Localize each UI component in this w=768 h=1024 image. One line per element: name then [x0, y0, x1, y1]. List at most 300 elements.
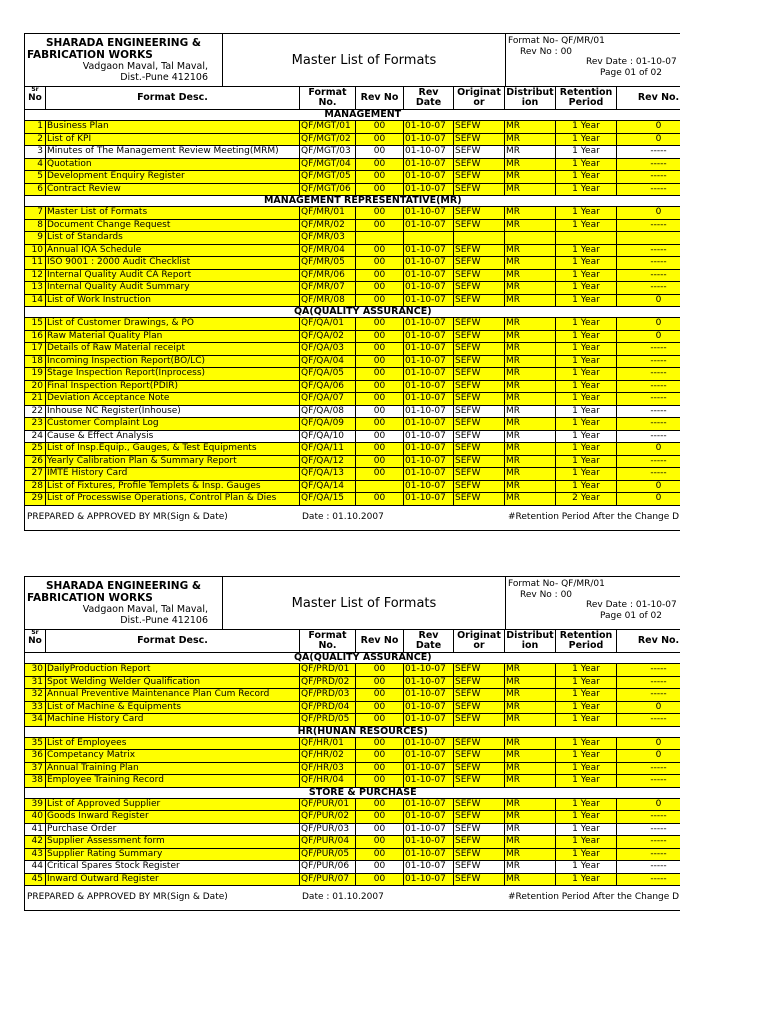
cell-rev-no: 00	[356, 158, 404, 171]
cell-format-desc: Annual Preventive Maintenance Plan Cum Record	[46, 689, 300, 702]
cell-format-no: QF/QA/13	[300, 468, 356, 481]
page-number: Page 01 of 02	[600, 610, 662, 621]
cell-originator: SEFW	[454, 676, 505, 689]
section-title: MANAGEMENT REPRESENTATIVE(MR)	[25, 196, 681, 207]
cell-distribution: MR	[505, 714, 556, 727]
address-line1: Vadgaon Maval, Tal Maval,	[82, 61, 208, 72]
cell-originator: SEFW	[454, 380, 505, 393]
cell-distribution: MR	[505, 873, 556, 886]
cell-retention-period: 1 Year	[556, 714, 617, 727]
cell-revision: -----	[617, 393, 681, 406]
cell-rev-no: 00	[356, 664, 404, 677]
cell-originator: SEFW	[454, 775, 505, 788]
table-row	[25, 133, 681, 146]
cell-revision: -----	[617, 848, 681, 861]
cell-originator: SEFW	[454, 455, 505, 468]
cell-originator: SEFW	[454, 244, 505, 257]
cell-format-desc: Annual Training Plan	[46, 762, 300, 775]
cell-rev-date: 01-10-07	[404, 750, 454, 763]
cell-sr-no: 34	[25, 714, 46, 727]
table-row	[25, 480, 681, 493]
cell-format-desc: List of Customer Drawings, & PO	[46, 318, 300, 331]
cell-originator: SEFW	[454, 873, 505, 886]
cell-retention-period: 1 Year	[556, 798, 617, 811]
cell-revision: -----	[617, 380, 681, 393]
cell-format-desc: Quotation	[46, 158, 300, 171]
cell-retention-period: 1 Year	[556, 318, 617, 331]
cell-rev-date: 01-10-07	[404, 701, 454, 714]
cell-sr-no: 21	[25, 393, 46, 406]
cell-format-no: QF/MGT/06	[300, 183, 356, 196]
cell-sr-no: 28	[25, 480, 46, 493]
cell-originator: SEFW	[454, 171, 505, 184]
cell-revision: 0	[617, 480, 681, 493]
cell-format-desc: List of Work Instruction	[46, 294, 300, 307]
cell-rev-date: 01-10-07	[404, 368, 454, 381]
cell-originator: SEFW	[454, 737, 505, 750]
cell-distribution: MR	[505, 762, 556, 775]
table-row	[25, 861, 681, 874]
cell-retention-period: 1 Year	[556, 861, 617, 874]
cell-format-desc: List of KPI	[46, 133, 300, 146]
cell-revision: -----	[617, 689, 681, 702]
cell-format-desc: Annual IQA Schedule	[46, 244, 300, 257]
cell-sr-no: 2	[25, 133, 46, 146]
cell-format-desc: Final Inspection Report(PDIR)	[46, 380, 300, 393]
cell-retention-period: 1 Year	[556, 244, 617, 257]
cell-rev-no: 00	[356, 689, 404, 702]
cell-format-desc: Spot Welding Welder Qualification	[46, 676, 300, 689]
section-header	[25, 307, 681, 318]
cell-distribution: MR	[505, 750, 556, 763]
cell-sr-no: 30	[25, 664, 46, 677]
cell-revision: -----	[617, 823, 681, 836]
cell-revision: -----	[617, 244, 681, 257]
col-rev-no: Rev No	[356, 630, 404, 653]
cell-format-desc: Details of Raw Material receipt	[46, 343, 300, 356]
cell-sr-no: 27	[25, 468, 46, 481]
cell-format-desc: Raw Material Quality Plan	[46, 330, 300, 343]
cell-format-desc: Minutes of The Management Review Meeting(MRM)	[46, 146, 300, 159]
cell-distribution: MR	[505, 219, 556, 232]
cell-format-desc: Deviation Acceptance Note	[46, 393, 300, 406]
cell-sr-no: 24	[25, 430, 46, 443]
cell-sr-no: 37	[25, 762, 46, 775]
col-format-no: Format No.	[300, 630, 356, 653]
cell-revision: -----	[617, 861, 681, 874]
retention-note: #Retention Period After the Change D	[508, 511, 680, 522]
cell-format-desc: ISO 9001 : 2000 Audit Checklist	[46, 257, 300, 270]
cell-originator: SEFW	[454, 257, 505, 270]
cell-sr-no: 1	[25, 121, 46, 134]
cell-sr-no: 20	[25, 380, 46, 393]
col-rev-date: Rev Date	[404, 87, 454, 110]
cell-rev-date: 01-10-07	[404, 762, 454, 775]
cell-format-desc: List of Fixtures, Profile Templets & Insp. Gauges	[46, 480, 300, 493]
cell-format-desc: Document Change Request	[46, 219, 300, 232]
cell-format-desc: Supplier Assessment form	[46, 836, 300, 849]
cell-sr-no: 33	[25, 701, 46, 714]
cell-sr-no: 13	[25, 282, 46, 295]
cell-rev-date: 01-10-07	[404, 380, 454, 393]
cell-format-desc: Goods Inward Register	[46, 811, 300, 824]
cell-sr-no: 16	[25, 330, 46, 343]
cell-revision: -----	[617, 762, 681, 775]
section-header	[25, 653, 681, 664]
table-row	[25, 701, 681, 714]
cell-format-no: QF/HR/02	[300, 750, 356, 763]
cell-distribution: MR	[505, 468, 556, 481]
cell-retention-period: 1 Year	[556, 158, 617, 171]
cell-sr-no: 10	[25, 244, 46, 257]
table-row	[25, 823, 681, 836]
cell-revision: -----	[617, 368, 681, 381]
cell-originator: SEFW	[454, 750, 505, 763]
cell-format-no: QF/QA/09	[300, 418, 356, 431]
cell-format-no: QF/QA/10	[300, 430, 356, 443]
cell-originator: SEFW	[454, 405, 505, 418]
cell-format-no: QF/PUR/04	[300, 836, 356, 849]
cell-rev-no: 00	[356, 183, 404, 196]
table-row	[25, 294, 681, 307]
cell-revision: -----	[617, 714, 681, 727]
cell-format-no: QF/QA/08	[300, 405, 356, 418]
cell-format-desc: List of Approved Supplier	[46, 798, 300, 811]
col-format-desc: Format Desc.	[46, 87, 300, 110]
cell-revision: -----	[617, 455, 681, 468]
cell-distribution: MR	[505, 282, 556, 295]
cell-originator: SEFW	[454, 418, 505, 431]
cell-rev-date: 01-10-07	[404, 183, 454, 196]
cell-format-desc: IMTE History Card	[46, 468, 300, 481]
cell-format-no: QF/MGT/04	[300, 158, 356, 171]
cell-format-no: QF/HR/04	[300, 775, 356, 788]
cell-sr-no: 3	[25, 146, 46, 159]
cell-originator: SEFW	[454, 701, 505, 714]
cell-retention-period: 1 Year	[556, 269, 617, 282]
cell-retention-period: 1 Year	[556, 836, 617, 849]
table-row	[25, 762, 681, 775]
cell-retention-period: 1 Year	[556, 393, 617, 406]
cell-distribution: MR	[505, 811, 556, 824]
cell-revision: -----	[617, 836, 681, 849]
cell-retention-period: 1 Year	[556, 762, 617, 775]
format-number: Format No- QF/MR/01	[508, 36, 605, 46]
cell-format-no: QF/MR/01	[300, 207, 356, 220]
cell-sr-no: 7	[25, 207, 46, 220]
cell-distribution: MR	[505, 269, 556, 282]
cell-originator: SEFW	[454, 121, 505, 134]
sheet-footer	[24, 886, 680, 911]
col-sr-no: Sr No	[25, 87, 46, 110]
cell-originator: SEFW	[454, 318, 505, 331]
cell-revision: -----	[617, 158, 681, 171]
cell-rev-no: 00	[356, 430, 404, 443]
cell-rev-no: 00	[356, 343, 404, 356]
page-number: Page 01 of 02	[600, 67, 662, 78]
cell-sr-no: 35	[25, 737, 46, 750]
cell-rev-date: 01-10-07	[404, 798, 454, 811]
cell-rev-no: 00	[356, 269, 404, 282]
cell-rev-no: 00	[356, 836, 404, 849]
cell-rev-date	[404, 232, 454, 245]
company-block	[25, 577, 223, 629]
cell-format-desc: Employee Training Record	[46, 775, 300, 788]
retention-note: #Retention Period After the Change D	[508, 892, 680, 902]
cell-retention-period: 1 Year	[556, 368, 617, 381]
cell-revision: 0	[617, 318, 681, 331]
sheet-header	[24, 33, 680, 86]
col-rev-date: Rev Date	[404, 630, 454, 653]
table-row	[25, 493, 681, 506]
formats-table	[24, 629, 680, 886]
company-block	[25, 34, 223, 86]
cell-distribution: MR	[505, 380, 556, 393]
cell-format-no: QF/QA/11	[300, 443, 356, 456]
cell-distribution: MR	[505, 393, 556, 406]
cell-sr-no: 43	[25, 848, 46, 861]
col-rev-no-2: Rev No.	[617, 630, 681, 653]
cell-format-no: QF/PUR/01	[300, 798, 356, 811]
company-name-line1: SHARADA ENGINEERING &	[45, 37, 201, 49]
cell-distribution: MR	[505, 836, 556, 849]
cell-format-no: QF/MGT/03	[300, 146, 356, 159]
section-title: HR(HUNAN RESOURCES)	[25, 726, 681, 737]
cell-rev-date: 01-10-07	[404, 430, 454, 443]
cell-retention-period: 1 Year	[556, 207, 617, 220]
cell-rev-no: 00	[356, 762, 404, 775]
cell-sr-no: 23	[25, 418, 46, 431]
cell-retention-period: 1 Year	[556, 355, 617, 368]
section-header	[25, 196, 681, 207]
cell-rev-date: 01-10-07	[404, 330, 454, 343]
cell-originator: SEFW	[454, 493, 505, 506]
cell-rev-date: 01-10-07	[404, 664, 454, 677]
table-row	[25, 714, 681, 727]
cell-revision: 0	[617, 121, 681, 134]
table-row	[25, 798, 681, 811]
section-title: QA(QUALITY ASSURANCE)	[25, 653, 681, 664]
revision-number: Rev No : 00	[520, 46, 573, 57]
format-info	[508, 579, 680, 621]
table-row	[25, 343, 681, 356]
cell-rev-no: 00	[356, 244, 404, 257]
table-row	[25, 282, 681, 295]
cell-rev-no: 00	[356, 418, 404, 431]
table-row	[25, 244, 681, 257]
revision-date: Rev Date : 01-10-07	[586, 600, 677, 610]
cell-retention-period: 1 Year	[556, 282, 617, 295]
cell-format-no: QF/QA/03	[300, 343, 356, 356]
cell-retention-period: 1 Year	[556, 689, 617, 702]
cell-distribution: MR	[505, 183, 556, 196]
cell-format-no: QF/PRD/05	[300, 714, 356, 727]
sheet-footer	[24, 506, 680, 531]
table-row	[25, 737, 681, 750]
document-title: Master List of Formats	[223, 34, 506, 86]
cell-rev-no: 00	[356, 443, 404, 456]
cell-retention-period: 1 Year	[556, 664, 617, 677]
cell-rev-no: 00	[356, 171, 404, 184]
cell-rev-date: 01-10-07	[404, 714, 454, 727]
cell-format-no: QF/QA/12	[300, 455, 356, 468]
revision-date: Rev Date : 01-10-07	[586, 57, 677, 67]
cell-revision: -----	[617, 430, 681, 443]
col-retention: Retention Period	[556, 87, 617, 110]
cell-sr-no: 36	[25, 750, 46, 763]
company-name	[25, 37, 222, 61]
table-row	[25, 664, 681, 677]
cell-distribution: MR	[505, 121, 556, 134]
section-title: MANAGEMENT	[25, 110, 681, 121]
table-row	[25, 219, 681, 232]
section-title: QA(QUALITY ASSURANCE)	[25, 307, 681, 318]
company-address	[25, 604, 222, 626]
table-row	[25, 207, 681, 220]
cell-rev-date: 01-10-07	[404, 480, 454, 493]
cell-originator: SEFW	[454, 393, 505, 406]
cell-format-desc: Cause & Effect Analysis	[46, 430, 300, 443]
cell-format-no: QF/PUR/07	[300, 873, 356, 886]
cell-retention-period: 1 Year	[556, 219, 617, 232]
cell-sr-no: 45	[25, 873, 46, 886]
format-info	[508, 36, 680, 78]
table-row	[25, 330, 681, 343]
cell-revision: -----	[617, 343, 681, 356]
cell-retention-period: 1 Year	[556, 811, 617, 824]
cell-retention-period: 1 Year	[556, 455, 617, 468]
cell-format-desc: DailyProduction Report	[46, 664, 300, 677]
cell-rev-no: 00	[356, 121, 404, 134]
cell-originator: SEFW	[454, 133, 505, 146]
cell-rev-no: 00	[356, 714, 404, 727]
cell-rev-date: 01-10-07	[404, 405, 454, 418]
cell-rev-no: 00	[356, 468, 404, 481]
cell-revision: 0	[617, 798, 681, 811]
cell-retention-period: 1 Year	[556, 257, 617, 270]
cell-format-no: QF/MGT/05	[300, 171, 356, 184]
cell-sr-no: 38	[25, 775, 46, 788]
cell-format-no: QF/MGT/01	[300, 121, 356, 134]
cell-format-desc: Contract Review	[46, 183, 300, 196]
cell-sr-no: 25	[25, 443, 46, 456]
col-distribution: Distribut ion	[506, 630, 554, 651]
cell-revision: -----	[617, 183, 681, 196]
cell-sr-no: 18	[25, 355, 46, 368]
cell-format-no: QF/QA/02	[300, 330, 356, 343]
cell-rev-no: 00	[356, 146, 404, 159]
cell-distribution: MR	[505, 171, 556, 184]
cell-distribution: MR	[505, 207, 556, 220]
cell-rev-no: 00	[356, 701, 404, 714]
cell-sr-no: 31	[25, 676, 46, 689]
cell-retention-period: 1 Year	[556, 468, 617, 481]
cell-revision: -----	[617, 171, 681, 184]
cell-rev-date: 01-10-07	[404, 811, 454, 824]
cell-sr-no: 32	[25, 689, 46, 702]
col-retention: Retention Period	[556, 630, 617, 653]
document-title: Master List of Formats	[223, 577, 506, 629]
cell-rev-no: 00	[356, 737, 404, 750]
cell-format-desc: Business Plan	[46, 121, 300, 134]
cell-format-no: QF/HR/03	[300, 762, 356, 775]
cell-format-no: QF/QA/07	[300, 393, 356, 406]
cell-distribution: MR	[505, 664, 556, 677]
table-row	[25, 318, 681, 331]
table-row	[25, 158, 681, 171]
cell-retention-period: 1 Year	[556, 330, 617, 343]
cell-rev-date: 01-10-07	[404, 676, 454, 689]
cell-retention-period: 1 Year	[556, 823, 617, 836]
cell-retention-period: 1 Year	[556, 380, 617, 393]
cell-format-no: QF/QA/06	[300, 380, 356, 393]
format-sheet	[24, 33, 680, 531]
cell-sr-no: 42	[25, 836, 46, 849]
cell-revision: 0	[617, 294, 681, 307]
section-header	[25, 726, 681, 737]
cell-format-desc: Internal Quality Audit Summary	[46, 282, 300, 295]
cell-revision: -----	[617, 676, 681, 689]
cell-format-desc: Competancy Matrix	[46, 750, 300, 763]
cell-format-no: QF/HR/01	[300, 737, 356, 750]
cell-revision: -----	[617, 811, 681, 824]
cell-distribution: MR	[505, 418, 556, 431]
cell-format-no: QF/MR/07	[300, 282, 356, 295]
footer-date: Date : 01.10.2007	[302, 511, 384, 522]
cell-format-no: QF/MR/05	[300, 257, 356, 270]
col-rev-no-2: Rev No.	[617, 87, 681, 110]
formats-table	[24, 86, 680, 506]
company-name-line2: FABRICATION WORKS	[27, 592, 153, 604]
cell-rev-no: 00	[356, 207, 404, 220]
cell-distribution: MR	[505, 133, 556, 146]
cell-originator: SEFW	[454, 207, 505, 220]
table-row	[25, 750, 681, 763]
cell-format-desc: Internal Quality Audit CA Report	[46, 269, 300, 282]
cell-distribution: MR	[505, 861, 556, 874]
cell-revision: 0	[617, 133, 681, 146]
cell-rev-no: 00	[356, 330, 404, 343]
cell-originator: SEFW	[454, 714, 505, 727]
cell-sr-no: 12	[25, 269, 46, 282]
address-line2: Dist.-Pune 412106	[120, 72, 208, 83]
address-line1: Vadgaon Maval, Tal Maval,	[82, 604, 208, 615]
table-row	[25, 146, 681, 159]
cell-rev-date: 01-10-07	[404, 133, 454, 146]
cell-distribution: MR	[505, 244, 556, 257]
prepared-by: PREPARED & APPROVED BY MR(Sign & Date)	[27, 892, 228, 902]
cell-revision: -----	[617, 257, 681, 270]
cell-rev-date: 01-10-07	[404, 823, 454, 836]
col-originator: Originat or	[454, 87, 505, 110]
col-distribution: Distribut ion	[506, 87, 554, 108]
cell-retention-period: 1 Year	[556, 171, 617, 184]
col-format-desc: Format Desc.	[46, 630, 300, 653]
cell-rev-no	[356, 480, 404, 493]
section-header	[25, 787, 681, 798]
cell-distribution: MR	[505, 775, 556, 788]
cell-retention-period: 1 Year	[556, 848, 617, 861]
cell-format-no: QF/PUR/02	[300, 811, 356, 824]
cell-rev-no: 00	[356, 873, 404, 886]
cell-distribution: MR	[505, 294, 556, 307]
cell-originator: SEFW	[454, 798, 505, 811]
cell-rev-date: 01-10-07	[404, 418, 454, 431]
cell-format-no: QF/PRD/02	[300, 676, 356, 689]
cell-rev-no: 00	[356, 355, 404, 368]
cell-format-no: QF/QA/15	[300, 493, 356, 506]
cell-rev-no: 00	[356, 393, 404, 406]
